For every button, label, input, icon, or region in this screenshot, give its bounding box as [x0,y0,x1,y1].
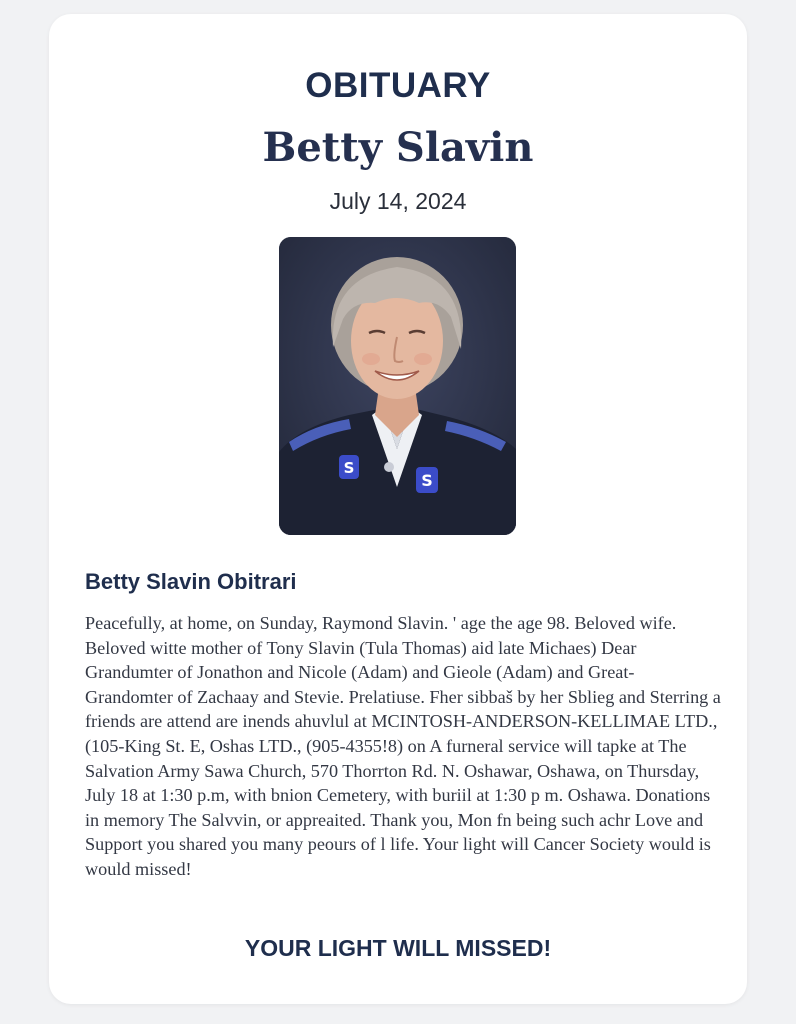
portrait-photo [279,237,516,535]
obituary-label: OBITUARY [305,66,491,105]
obituary-card [49,14,747,1004]
obituary-text: Peacefully, at home, on Sunday, Raymond Slavin. ' age the age 98. Beloved wife. Beloved witte mother of Tony Slavin (Tula Thomas) aid late Michaes) Dear Grandumter of Jonathon and Nicole (Adam) and Gieole (Adam) and Great-Grandomter of Zachaay and Stevie. Prelatiuse. Fher sibbaš by her Sblieg and Sterring a friends are attend are inends ahuvlul at MCINTOSH-ANDERSON-KELLIMAE LTD., (105-King St. E, Oshas LTD., (905-4355!8) on A furneral service will tapke at The Salvation Army Sawa Church, 570 Thorrton Rd. N. Oshawar, Oshawa, on Thursday, July 18 at 1:30 p.m, with bnion Cemetery, with buriil at 1:30 p m. Oshawa. Donations in memory The Salvvin, or appreaited. Thank you, Mon fn being such achr Love and Support you shared you many peours of l life. Your light will Cancer Society would is would missed! [85,613,721,879]
article-title: Betty Slavin Obitrari [85,569,297,594]
obituary-date: July 14, 2024 [329,188,467,214]
deceased-name: Betty Slavin [262,124,534,171]
svg-text:S: S [421,471,433,490]
svg-text:S: S [343,459,355,477]
closing-message: YOUR LIGHT WILL MISSED! [244,935,552,961]
